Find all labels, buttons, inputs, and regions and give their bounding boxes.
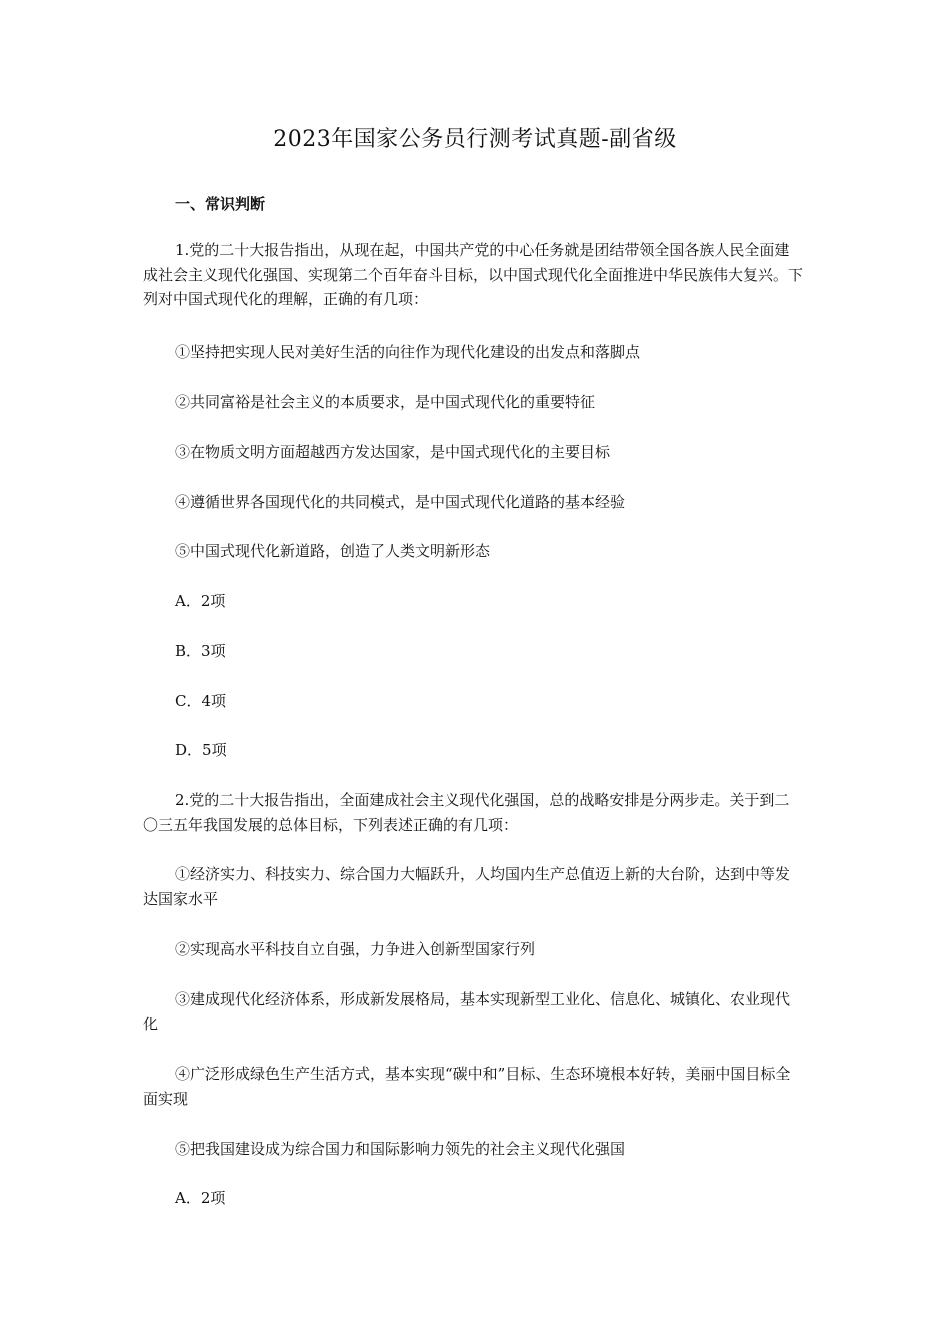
question-1-stem: 1.党的二十大报告指出，从现在起，中国共产党的中心任务就是团结带领全国各族人民全面建成社会主义现代化强国、实现第二个百年奋斗目标，以中国式现代化全面推进中华民族伟大复兴。下列对中国式现代化的理解，正确的有几项： (143, 241, 804, 308)
question-1-statement-2: ②共同富裕是社会主义的本质要求，是中国式现代化的重要特征 (175, 393, 596, 411)
question-2-statement-5: ⑤把我国建设成为综合国力和国际影响力领先的社会主义现代化强国 (175, 1140, 626, 1158)
question-1-option-b: B．3项 (175, 642, 226, 660)
question-2-statement-2: ②实现高水平科技自立自强，力争进入创新型国家行列 (175, 940, 536, 958)
page-title: 2023年国家公务员行测考试真题-副省级 (273, 127, 677, 152)
question-1-option-a: A．2项 (175, 592, 226, 610)
question-2-option-a: A．2项 (175, 1189, 226, 1207)
question-1-statement-1: ①坚持把实现人民对美好生活的向往作为现代化建设的出发点和落脚点 (175, 343, 641, 361)
question-1-statement-3: ③在物质文明方面超越西方发达国家，是中国式现代化的主要目标 (175, 443, 611, 461)
section-heading: 一、常识判断 (175, 195, 266, 213)
question-2-stem: 2.党的二十大报告指出，全面建成社会主义现代化强国，总的战略安排是分两步走。关于到二〇三五年我国发展的总体目标，下列表述正确的有几项： (143, 791, 790, 834)
question-2-statement-4: ④广泛形成绿色生产生活方式，基本实现“碳中和”目标、生态环境根本好转，美丽中国目标全面实现 (143, 1065, 791, 1108)
question-2-statement-3: ③建成现代化经济体系，形成新发展格局，基本实现新型工业化、信息化、城镇化、农业现代化 (143, 990, 791, 1033)
question-1-statement-5: ⑤中国式现代化新道路，创造了人类文明新形态 (175, 542, 491, 560)
question-1-statement-4: ④遵循世界各国现代化的共同模式，是中国式现代化道路的基本经验 (175, 493, 626, 511)
question-1-option-d: D．5项 (175, 741, 227, 759)
question-2-statement-1: ①经济实力、科技实力、综合国力大幅跃升，人均国内生产总值迈上新的大台阶，达到中等发达国家水平 (143, 865, 791, 908)
question-1-option-c: C．4项 (175, 692, 227, 710)
